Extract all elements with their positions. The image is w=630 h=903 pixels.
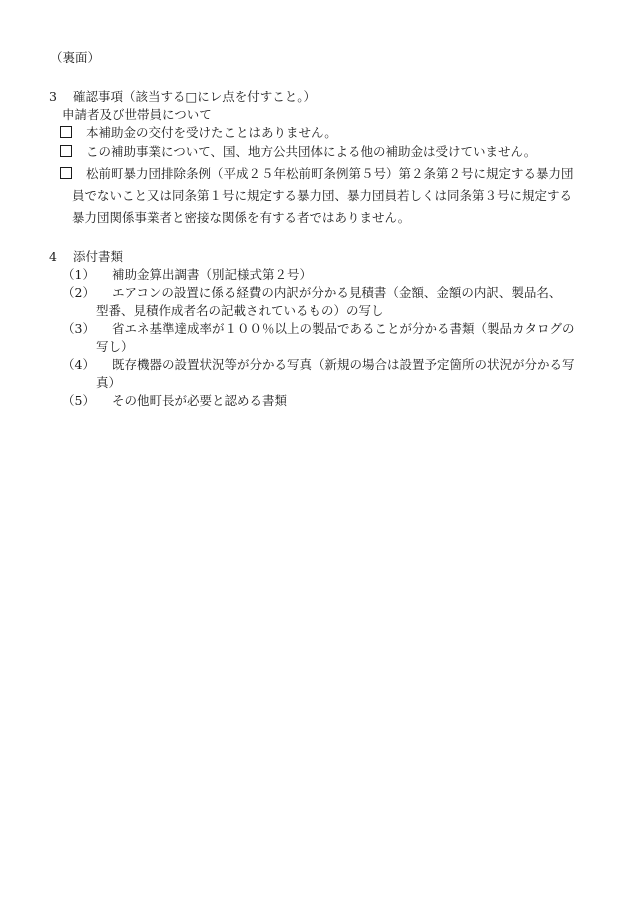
attachment-text: 補助金算出調書（別記様式第２号） [112, 267, 313, 282]
section3-title: 確認事項（該当する□にレ点を付すこと。） [73, 89, 317, 104]
checkbox-item-no-other-subsidy[interactable] [60, 143, 537, 160]
attachment-text-continued: 写し） [96, 339, 134, 354]
checkbox-item-no-prior-subsidy[interactable] [60, 124, 337, 141]
page-side-label: （裏面） [50, 50, 101, 65]
checkbox[interactable] [60, 126, 72, 138]
section3-subtitle: 申請者及び世帯員について [62, 107, 212, 122]
section4-title: 添付書類 [73, 249, 124, 264]
checkbox-item-not-gang-member[interactable] [60, 165, 574, 182]
attachment-number: （4） [62, 357, 95, 372]
checkbox-label: 本補助金の交付を受けたことはありません。 [86, 125, 337, 140]
attachment-text-continued: 型番、見積作成者名の記載されているもの）の写し [96, 303, 384, 318]
attachment-text: エアコンの設置に係る経費の内訳が分かる見積書（金額、金額の内訳、製品名、 [112, 285, 562, 300]
checkbox-label: この補助事業について、国、地方公共団体による他の補助金は受けていません。 [86, 144, 537, 159]
attachment-text: 既存機器の設置状況等が分かる写真（新規の場合は設置予定箇所の状況が分かる写 [112, 357, 575, 372]
checkbox[interactable] [60, 167, 72, 179]
section4-number: 4 [49, 249, 57, 264]
section3-number: 3 [49, 89, 57, 104]
checkbox-label-line: 松前町暴力団排除条例（平成２５年松前町条例第５号）第２条第２号に規定する暴力団 [86, 166, 574, 181]
checkbox-label-line: 暴力団関係事業者と密接な関係を有する者ではありません。 [72, 210, 411, 225]
attachment-text: その他町長が必要と認める書類 [112, 393, 288, 408]
attachment-text-continued: 真） [96, 375, 122, 390]
attachment-number: （3） [62, 321, 95, 336]
attachment-number: （5） [62, 393, 95, 408]
attachment-text: 省エネ基準達成率が１００％以上の製品であることが分かる書類（製品カタログの [112, 321, 575, 336]
checkbox[interactable] [60, 145, 72, 157]
checkbox-label-line: 員でないこと又は同条第１号に規定する暴力団、暴力団員若しくは同条第３号に規定する [72, 188, 573, 203]
attachment-number: （1） [62, 267, 95, 282]
attachment-number: （2） [62, 285, 95, 300]
